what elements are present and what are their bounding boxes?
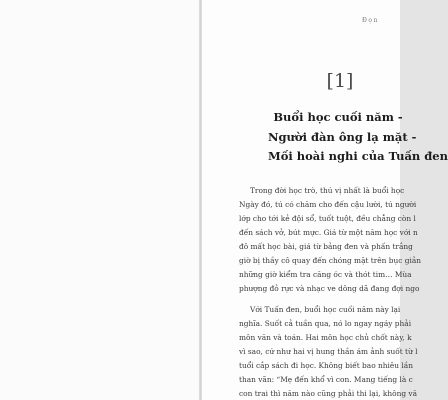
body-text-line: Với Tuấn đen, buổi học cuối năm này lại (250, 305, 401, 314)
left-page (0, 0, 200, 400)
body-text-line: Ngày đó, tú có chăm cho đến cậu lười, tú người (239, 200, 417, 209)
body-text-line: tuổi cắp sách đi học. Không biết bao nhiêu lần (239, 361, 414, 370)
body-text-line: những giờ kiểm tra căng óc và thót tim… Mùa (239, 270, 412, 279)
chapter-title-line: Mối hoài nghi của Tuấn đen (268, 149, 448, 163)
running-head: Đọn (362, 17, 379, 24)
body-text-line: phượng đỏ rực và nhạc ve dông dã đang đợi ngo (239, 284, 420, 293)
body-text-line: giờ bị thầy cô quay đến chóng mặt trên bục giản (239, 256, 422, 265)
chapter-title-line: Người đàn ông lạ mặt - (268, 130, 417, 144)
body-text-line: vì sao, cứ như hai vị hung thần ám ảnh suốt từ l (239, 347, 418, 356)
body-text-line: lớp cho tới kẻ đội sổ, tuốt tuột, đều chẳng còn l (239, 214, 416, 223)
body-text-line: than vãn: “Mẹ đến khổ vì con. Mang tiếng là c (239, 375, 413, 384)
chapter-number-block (290, 70, 390, 96)
body-text-line: Trong đời học trò, thú vị nhất là buổi học (250, 186, 405, 195)
body-text-line: nghĩa. Suốt cả tuần qua, nó lo ngay ngáy phải (239, 319, 412, 328)
chapter-title-line: Buổi học cuối năm - (273, 110, 403, 124)
body-text-line: con trai thì năm nào cũng phải thi lại, không vă (239, 389, 417, 398)
body-text-line: đến sách vở, bút mực. Giá từ một năm học với n (239, 228, 418, 237)
chapter-number: [1] (326, 70, 354, 92)
body-text-line: môn văn và toán. Hai môn học chủ chốt này, k (239, 333, 412, 342)
body-text-line: đô mất học bài, giá từ bảng đen và phấn trắng (239, 242, 413, 251)
